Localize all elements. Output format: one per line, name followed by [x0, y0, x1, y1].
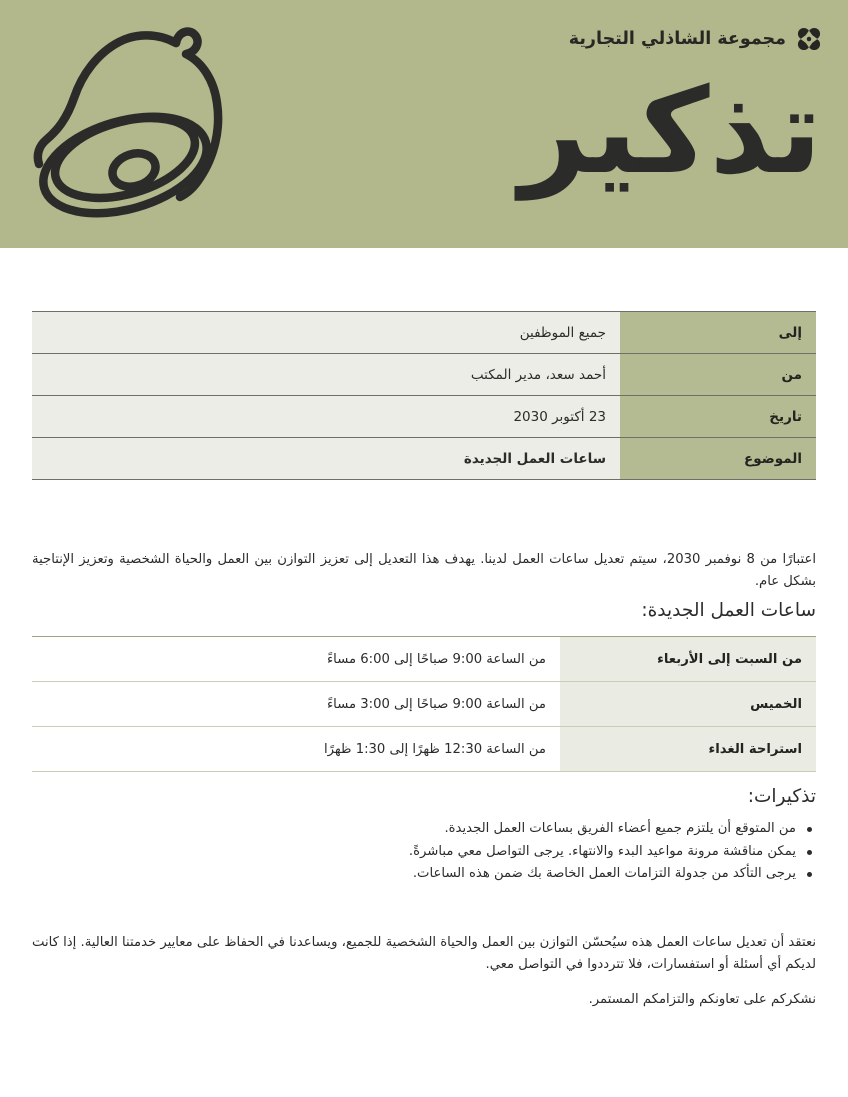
closing-paragraph: نعتقد أن تعديل ساعات العمل هذه سيُحسّن التوازن بين العمل والحياة الشخصية للجميع، ويساعدنا في الحفاظ على معايير خدمتنا العالية. إذا كانت لديكم أي أسئلة أو استفسارات، فلا تترددوا في التواصل معي.	[32, 935, 816, 973]
list-item: من المتوقع أن يلتزم جميع أعضاء الفريق بساعات العمل الجديدة.	[32, 818, 816, 841]
document-header-band	[0, 0, 848, 248]
info-value-date	[32, 396, 620, 438]
quatrefoil-flower-logo-icon	[796, 26, 822, 52]
schedule-value-thursday-text: من الساعة 9:00 صباحًا إلى 3:00 مساءً	[326, 696, 546, 712]
table-row	[32, 312, 816, 354]
brand-identity	[569, 26, 822, 52]
table-row	[32, 682, 816, 727]
schedule-label-thursday: الخميس	[560, 682, 816, 727]
reminders-list	[32, 818, 816, 886]
schedule-label-lunch-break: استراحة الغداء	[560, 727, 816, 772]
info-value-from-text: أحمد سعد، مدير المكتب	[470, 366, 606, 383]
info-value-subject-text: ساعات العمل الجديدة	[463, 450, 606, 467]
page-title: تذكير	[519, 62, 822, 200]
intro-paragraph: اعتبارًا من 8 نوفمبر 2030، سيتم تعديل ساعات العمل لدينا. يهدف هذا التعديل إلى تعزيز التوازن بين العمل والحياة الشخصية وتعزيز الإنتاجية بشكل عام.	[32, 552, 816, 590]
table-row	[32, 727, 816, 772]
work-hours-schedule-table	[32, 636, 816, 772]
schedule-value-sat-wed	[32, 637, 560, 682]
table-row	[32, 354, 816, 396]
info-value-to	[32, 312, 620, 354]
list-item: يمكن مناقشة مرونة مواعيد البدء والانتهاء. يرجى التواصل معي مباشرةً.	[32, 841, 816, 864]
list-item: يرجى التأكد من جدولة التزامات العمل الخاصة بك ضمن هذه الساعات.	[32, 863, 816, 886]
info-label-subject: الموضوع	[620, 438, 816, 480]
brand-name: مجموعة الشاذلي التجارية	[568, 29, 786, 49]
hand-drawn-bell-icon	[26, 18, 236, 233]
schedule-value-lunch-break-text: من الساعة 12:30 ظهرًا إلى 1:30 ظهرًا	[323, 741, 546, 757]
schedule-value-sat-wed-text: من الساعة 9:00 صباحًا إلى 6:00 مساءً	[326, 651, 546, 667]
info-label-from: من	[620, 354, 816, 396]
section-heading-reminders: تذكيرات:	[747, 786, 816, 807]
section-heading-work-hours: ساعات العمل الجديدة:	[641, 600, 816, 621]
info-value-date-text: 23 أكتوبر 2030	[513, 408, 606, 425]
table-row	[32, 637, 816, 682]
info-value-subject	[32, 438, 620, 480]
schedule-value-lunch-break	[32, 727, 560, 772]
memo-info-table	[32, 311, 816, 480]
info-label-to: إلى	[620, 312, 816, 354]
info-value-from	[32, 354, 620, 396]
thanks-paragraph: نشكركم على تعاونكم والتزامكم المستمر.	[588, 992, 816, 1008]
info-value-to-text: جميع الموظفين	[519, 324, 606, 341]
schedule-value-thursday	[32, 682, 560, 727]
schedule-label-sat-wed: من السبت إلى الأربعاء	[560, 637, 816, 682]
info-label-date: تاريخ	[620, 396, 816, 438]
table-row	[32, 438, 816, 480]
table-row	[32, 396, 816, 438]
